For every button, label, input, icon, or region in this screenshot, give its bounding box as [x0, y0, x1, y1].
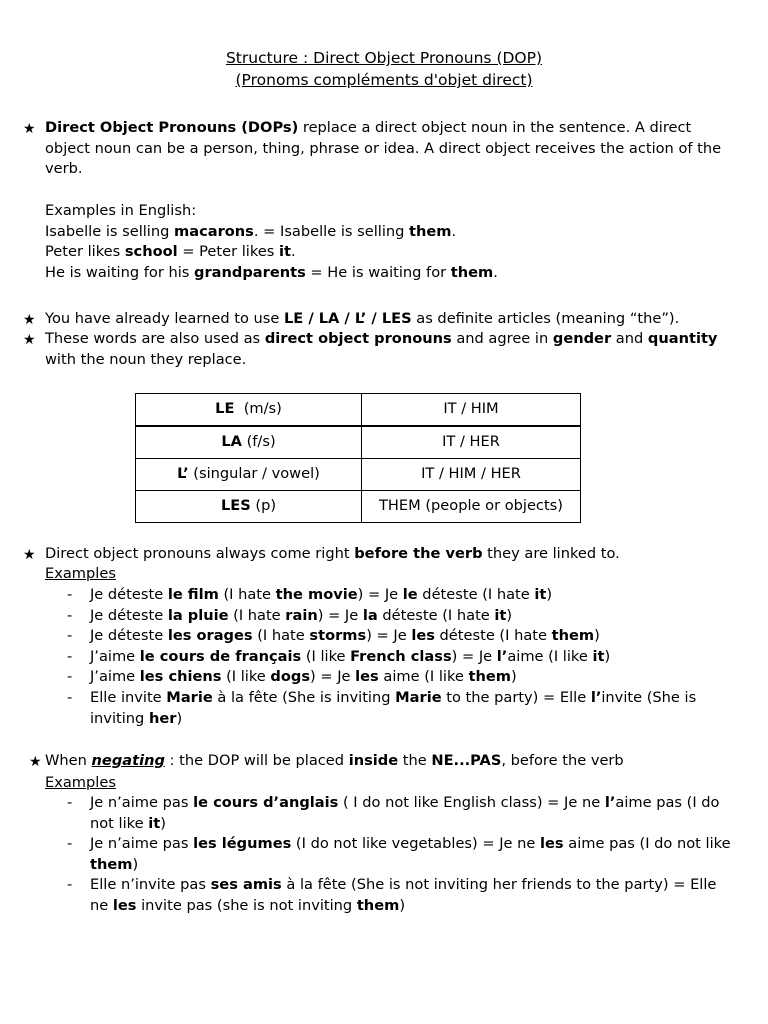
pronoun-info: (p) — [250, 497, 277, 515]
text-segment: . — [493, 263, 498, 281]
text-segment: dogs — [270, 668, 311, 686]
intro-text: replace a direct object noun in the sentence. A direct object noun can be a person, thing, phrase or idea. A direct object receives the action of the verb. — [45, 119, 722, 178]
pronoun-table-row — [136, 426, 581, 459]
text-segment: aime (I like — [378, 668, 469, 686]
star-bullet-icon: ★ — [23, 312, 36, 328]
text-segment: , before the verb — [501, 752, 624, 769]
examples-label: Examples — [45, 774, 116, 791]
dash-bullet-icon: - — [67, 689, 73, 706]
intro-term: Direct Object Pronouns (DOPs) — [45, 119, 299, 136]
text-segment: les légumes — [193, 835, 292, 853]
text-segment: it — [279, 243, 291, 261]
english-examples — [45, 201, 735, 283]
text-segment: déteste (I hate — [377, 606, 495, 624]
text-segment: (I hate — [228, 606, 286, 624]
text-segment: (I like — [301, 647, 351, 665]
text-segment: Marie — [166, 689, 213, 706]
pronoun-cell — [136, 426, 362, 459]
dash-bullet-icon: - — [67, 606, 73, 624]
text-segment: to the party) = Elle — [441, 689, 591, 706]
example-item — [90, 606, 735, 627]
text-segment: ) — [546, 586, 553, 603]
text-segment: les chiens — [139, 668, 222, 686]
text-segment: la — [362, 606, 378, 624]
pronoun-label: L’ — [177, 465, 189, 483]
text-segment: Elle invite — [90, 689, 167, 706]
text-segment: them — [450, 263, 494, 281]
meaning-cell: IT / HIM — [362, 394, 581, 427]
title-line-1: Structure : Direct Object Pronouns (DOP) — [225, 49, 543, 67]
text-segment: as definite articles (meaning “the”). — [411, 310, 680, 327]
meaning-cell: IT / HER — [362, 426, 581, 459]
text-segment: l’ — [604, 794, 616, 811]
text-segment: ses amis — [210, 876, 282, 894]
example-item — [90, 875, 735, 916]
pronoun-info: (f/s) — [241, 433, 276, 451]
example-item — [90, 626, 735, 647]
text-segment: quantity — [647, 330, 718, 347]
text-segment: l’ — [496, 647, 508, 665]
pronoun-cell — [136, 491, 362, 523]
text-segment: and agree in — [451, 330, 553, 347]
text-segment: school — [124, 243, 178, 261]
star-bullet-icon: ★ — [23, 332, 36, 348]
pronoun-table — [135, 393, 581, 523]
text-segment: invite (She is inviting — [90, 689, 697, 727]
text-segment: aime (I like — [507, 647, 593, 665]
meaning-cell: THEM (people or objects) — [362, 491, 581, 523]
agreement-bullet — [45, 329, 735, 370]
text-segment: ) = Je — [310, 668, 356, 686]
negation-bullet — [45, 751, 735, 772]
dash-bullet-icon: - — [67, 794, 73, 811]
text-segment: French class — [350, 647, 452, 665]
text-segment: inside — [348, 752, 399, 769]
pronoun-label: LES — [220, 497, 251, 515]
text-segment: ) = Je — [317, 606, 363, 624]
text-segment: When — [45, 752, 92, 769]
text-segment: (I hate — [218, 586, 276, 603]
examples-label: Examples — [45, 565, 116, 582]
page-title — [0, 47, 768, 91]
text-segment: the movie — [275, 586, 358, 603]
text-segment: it — [148, 814, 161, 832]
text-segment: déteste (I hate — [417, 586, 535, 603]
dash-bullet-icon: - — [67, 627, 73, 645]
text-segment: ) = Je — [451, 647, 497, 665]
text-segment: J’aime — [90, 668, 140, 686]
text-segment: à la fête (She is not inviting her friends to the party) = Elle ne — [90, 876, 717, 914]
text-segment: rain — [285, 606, 318, 624]
text-segment: direct object pronouns — [264, 330, 452, 347]
text-segment: ) — [506, 606, 513, 624]
text-segment: ) — [160, 814, 166, 832]
text-segment: grandparents — [194, 263, 306, 281]
text-segment: it — [494, 606, 507, 624]
english-example-line — [45, 222, 735, 243]
text-segment: with the noun they replace. — [45, 350, 247, 368]
text-segment: ) = Je — [357, 586, 403, 603]
text-segment: LE / LA / L’ / LES — [284, 310, 412, 327]
text-segment: les orages — [167, 627, 253, 645]
pronoun-info: (singular / vowel) — [188, 465, 320, 483]
text-segment: (I like — [221, 668, 271, 686]
text-segment: NE...PAS — [431, 752, 502, 769]
star-bullet-icon: ★ — [23, 121, 36, 137]
text-segment: macarons — [174, 222, 254, 240]
dash-bullet-icon: - — [67, 647, 73, 665]
text-segment: Je déteste — [90, 586, 168, 603]
text-segment: les — [540, 835, 564, 853]
text-segment: aime pas (I do not like — [563, 835, 731, 853]
pronoun-table-row — [136, 491, 581, 523]
text-segment: storms — [309, 627, 367, 645]
example-item — [90, 667, 735, 688]
text-segment: Je déteste — [90, 606, 168, 624]
text-segment: Marie — [395, 689, 442, 706]
example-item — [90, 793, 735, 834]
text-segment: (I do not like vegetables) = Je ne — [291, 835, 541, 853]
text-segment: Isabelle is selling — [45, 222, 175, 240]
text-segment: . = Isabelle is selling — [253, 222, 410, 240]
text-segment: à la fête (She is inviting — [212, 689, 396, 706]
text-segment: You have already learned to use — [45, 310, 284, 327]
text-segment: ( I do not like English class) = Je ne — [338, 794, 605, 811]
text-segment: : the DOP will be placed — [164, 752, 349, 769]
pronoun-cell — [136, 394, 362, 427]
example-item — [90, 585, 735, 606]
text-segment: . — [451, 222, 457, 240]
text-segment: les — [411, 627, 435, 645]
text-segment: them — [468, 668, 511, 686]
text-segment: ) — [510, 668, 517, 686]
text-segment: J’aime — [90, 647, 140, 665]
english-examples-heading: Examples in English: — [45, 202, 197, 219]
text-segment: ) — [604, 647, 611, 665]
dash-bullet-icon: - — [67, 876, 73, 894]
text-segment: invite pas (she is not inviting — [136, 896, 357, 914]
text-segment: la pluie — [167, 606, 229, 624]
text-segment: = He is waiting for — [305, 263, 451, 281]
text-segment: them — [409, 222, 452, 240]
meaning-cell: IT / HIM / HER — [362, 459, 581, 491]
text-segment: them — [551, 627, 595, 645]
text-segment: it — [534, 586, 547, 603]
text-segment: les — [355, 668, 379, 686]
text-segment: le cours d’anglais — [193, 794, 339, 811]
text-segment: them — [90, 855, 133, 873]
text-segment: it — [592, 647, 605, 665]
text-segment: Je n’aime pas — [90, 835, 194, 853]
text-segment: ) — [132, 855, 139, 873]
dash-bullet-icon: - — [67, 668, 73, 686]
text-segment: ) = Je — [366, 627, 412, 645]
pronoun-cell — [136, 459, 362, 491]
text-segment: These words are also used as — [45, 330, 265, 347]
text-segment: déteste (I hate — [434, 627, 552, 645]
text-segment: = Peter likes — [177, 243, 280, 261]
text-segment: Je n’aime pas — [90, 794, 194, 811]
text-segment: l’ — [590, 689, 602, 706]
pronoun-label: LA — [221, 433, 242, 451]
text-segment: her — [148, 709, 177, 727]
pronoun-label: LE — [215, 400, 235, 418]
text-segment: He is waiting for his — [45, 263, 195, 281]
text-segment: le cours de français — [139, 647, 302, 665]
example-item — [90, 647, 735, 668]
text-segment: they are linked to. — [482, 545, 620, 562]
dash-bullet-icon: - — [67, 835, 73, 853]
intro-paragraph — [45, 118, 735, 180]
definite-articles-bullet — [45, 309, 735, 330]
example-item — [90, 834, 735, 875]
text-segment: Je déteste — [90, 627, 168, 645]
star-bullet-icon: ★ — [23, 547, 36, 563]
star-bullet-icon: ★ — [29, 754, 42, 770]
text-segment: the — [398, 752, 432, 769]
text-segment: le film — [167, 586, 219, 603]
dash-bullet-icon: - — [67, 586, 73, 603]
pronoun-info: (m/s) — [234, 400, 282, 418]
text-segment: Peter likes — [45, 243, 125, 261]
text-segment: ) — [399, 896, 406, 914]
text-segment: gender — [552, 330, 612, 347]
text-segment: Direct object pronouns always come right — [45, 545, 355, 562]
text-segment: before the verb — [354, 545, 483, 562]
text-segment: ) — [176, 709, 183, 727]
text-segment: le — [402, 586, 418, 603]
placement-bullet — [45, 544, 735, 565]
pronoun-table-row — [136, 459, 581, 491]
english-example-line — [45, 263, 735, 284]
text-segment: ) — [594, 627, 600, 645]
text-segment: them — [356, 896, 400, 914]
example-item — [90, 688, 735, 729]
title-line-2: (Pronoms compléments d'objet direct) — [235, 71, 533, 89]
text-segment: Elle n’invite pas — [90, 876, 211, 894]
text-segment: (I hate — [252, 627, 310, 645]
text-segment: les — [112, 896, 137, 914]
text-segment: . — [291, 243, 296, 261]
english-example-line — [45, 242, 735, 263]
pronoun-table-row — [136, 394, 581, 427]
text-segment: aime pas (I do not like — [90, 794, 720, 832]
text-segment: and — [611, 330, 648, 347]
text-segment: negating — [91, 752, 165, 769]
